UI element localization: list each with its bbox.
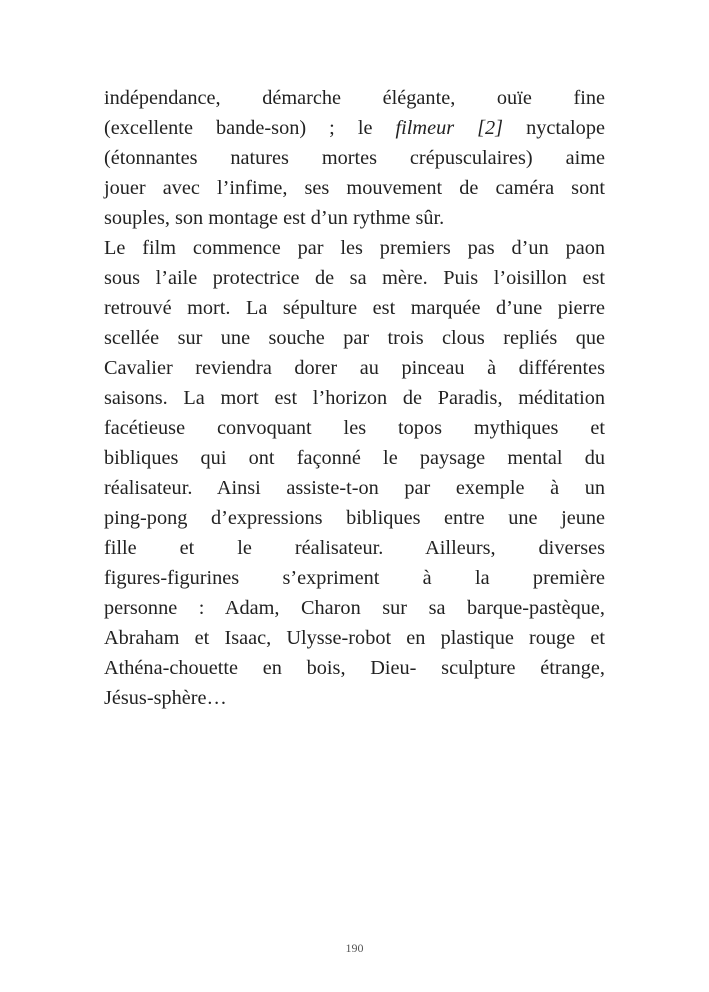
paragraph-1 [104, 83, 605, 233]
text-line: fille et le réalisateur. Ailleurs, diverses [104, 537, 605, 559]
text-line: Le film commence par les premiers pas d’un paon [104, 237, 605, 259]
italic-term: filmeur [2] [395, 117, 504, 139]
text-line: Cavalier reviendra dorer au pinceau à différentes [104, 357, 605, 379]
text-line: figures-figurines s’expriment à la première [104, 567, 605, 589]
text-line: ping-pong d’expressions bibliques entre une jeune [104, 507, 605, 529]
text-line: Athéna-chouette en bois, Dieu- sculpture étrange, [104, 657, 605, 679]
page-number: 190 [345, 941, 364, 955]
text-line: bibliques qui ont façonné le paysage mental du [104, 447, 605, 469]
text-line: saisons. La mort est l’horizon de Paradis, méditation [104, 387, 605, 409]
text-line: Abraham et Isaac, Ulysse-robot en plastique rouge et [104, 627, 605, 649]
paragraph-2 [104, 233, 605, 713]
text-line: facétieuse convoquant les topos mythiques et [104, 417, 605, 439]
text-line [104, 113, 605, 143]
body-text [104, 83, 605, 713]
text-segment: nyctalope [526, 117, 605, 139]
text-line: (étonnantes natures mortes crépusculaires) aime [104, 147, 605, 169]
text-line: jouer avec l’infime, ses mouvement de caméra sont [104, 177, 605, 199]
text-segment: (excellente bande-son) ; le [104, 117, 373, 139]
text-line: retrouvé mort. La sépulture est marquée d’une pierre [104, 297, 605, 319]
text-line: souples, son montage est d’un rythme sûr. [104, 207, 445, 229]
text-line: personne : Adam, Charon sur sa barque-pastèque, [104, 597, 605, 619]
text-line: Jésus-sphère… [104, 687, 227, 709]
text-line: sous l’aile protectrice de sa mère. Puis l’oisillon est [104, 267, 605, 289]
text-line: indépendance, démarche élégante, ouïe fine [104, 87, 605, 109]
text-line: réalisateur. Ainsi assiste-t-on par exemple à un [104, 477, 605, 499]
text-line: scellée sur une souche par trois clous repliés que [104, 327, 605, 349]
